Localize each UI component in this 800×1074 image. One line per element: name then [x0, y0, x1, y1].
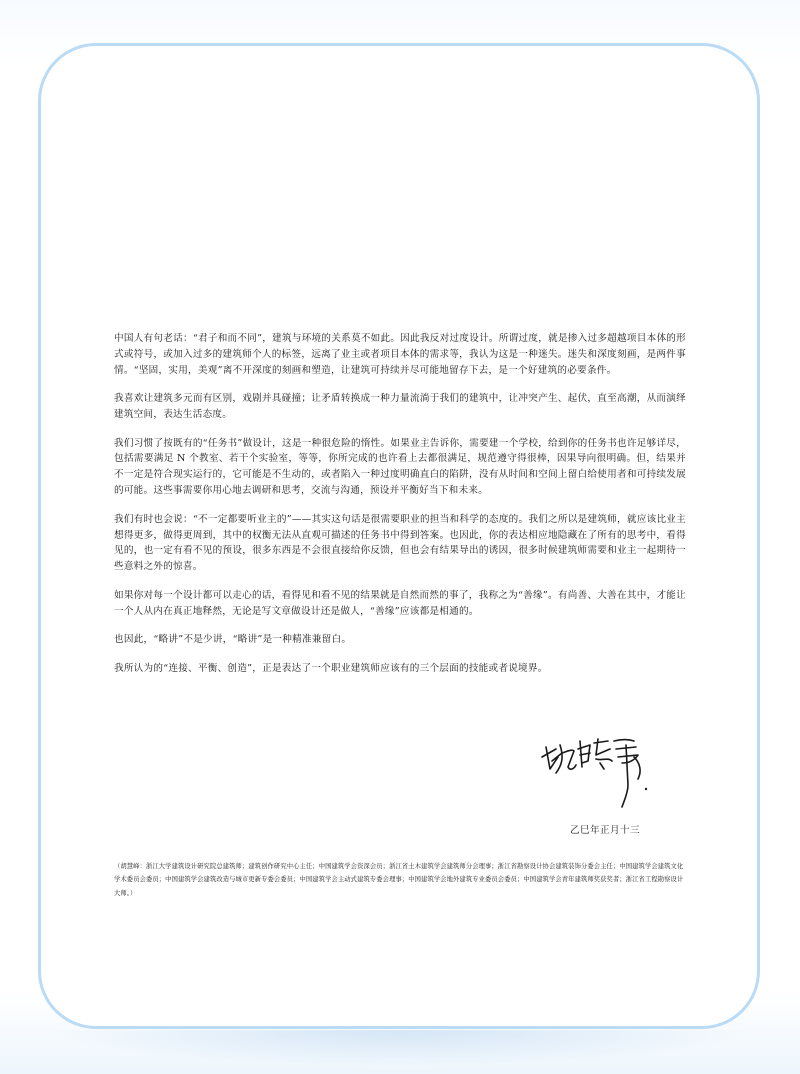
essay-paragraph: 中国人有句老话：“君子和而不同”，建筑与环境的关系莫不如此。因此我反对过度设计。所谓过度，就是掺入过多超越项目本体的形式或符号，或加入过多的建筑师个人的标签，远离了业主或者项目本体的需求等，我认为这是一种迷失。迷失和深度刻画，是两件事情。“坚固，实用，美观”离不开深度的刻画和塑造，让建筑可持续并尽可能地留存下去，是一个好建筑的必要条件。 — [114, 333, 686, 376]
essay-paragraph: 我喜欢让建筑多元而有区别，戏剧并具碰撞；让矛盾转换成一种力量流淌于我们的建筑中，让冲突产生、起伏，直至高潮，从而演绎建筑空间，表达生活态度。 — [114, 393, 686, 421]
essay-body — [114, 331, 686, 689]
essay-paragraph: 我们有时也会说：“不一定都要听业主的”——其实这句话是很需要职业的担当和科学的态度的。我们之所以是建筑师，就应该比业主想得更多，做得更周到，其中的权衡无法从直观可描述的任务书中得到答案。也因此，你的表达相应地隐藏在了所有的思考中，看得见的，也一定有看不见的预设，很多东西是不会很直接给你反馈，但也会有结果导出的诱因，很多时候建筑师需要和业主一起期待一些意料之外的惊喜。 — [114, 513, 686, 573]
essay-paragraph: 我所认为的“连接、平衡、创造”，正是表达了一个职业建筑师应该有的三个层面的技能或者说境界。 — [114, 662, 548, 674]
card-shadow — [40, 1030, 760, 1066]
essay-paragraph: 如果你对每一个设计都可以走心的话，看得见和看不见的结果就是自然而然的事了，我称之为“善缘”。有尚善、大善在其中，才能让一个人从内在真正地释然，无论是写文章做设计还是做人，“善缘”应该都是相通的。 — [114, 589, 686, 617]
essay-paragraph: 我们习惯了按既有的“任务书”做设计，这是一种很危险的惰性。如果业主告诉你，需要建一个学校，给到你的任务书也许足够详尽，包括需要满足 N 个教室、若干个实验室，等等，你所完成的也许看上去都很满足，规范遵守得很棒，因果导向很明确。但，结果并不一定是符合现实运行的，它可能是不生动的，或者陷入一种过度明确直白的陷阱，没有从时间和空间上留白给使用者和可持续发展的可能。这些事需要你用心地去调研和思考，交流与沟通，预设并平衡好当下和未来。 — [114, 437, 686, 497]
essay-paragraph: 也因此，“略讲”不是少讲，“略讲”是一种精准兼留白。 — [114, 634, 352, 646]
handwritten-signature — [538, 727, 656, 817]
author-bio: （胡慧峰：浙江大学建筑设计研究院总建筑师；建筑创作研究中心主任；中国建筑学会资深会员；浙江省土木建筑学会建筑师分会理事；浙江省勘察设计协会建筑装饰分委会主任；中国建筑学会建筑文化学术委员会委员；中国建筑学会建筑改造与城市更新专委会委员；中国建筑学会主动式建筑专委会理事；中国建筑学会地外建筑专业委员会委员；中国建筑学会青年建筑师奖获奖者；浙江省工程勘察设计大师。） — [114, 863, 684, 897]
date-line: 乙巳年正月十三 — [570, 825, 640, 836]
